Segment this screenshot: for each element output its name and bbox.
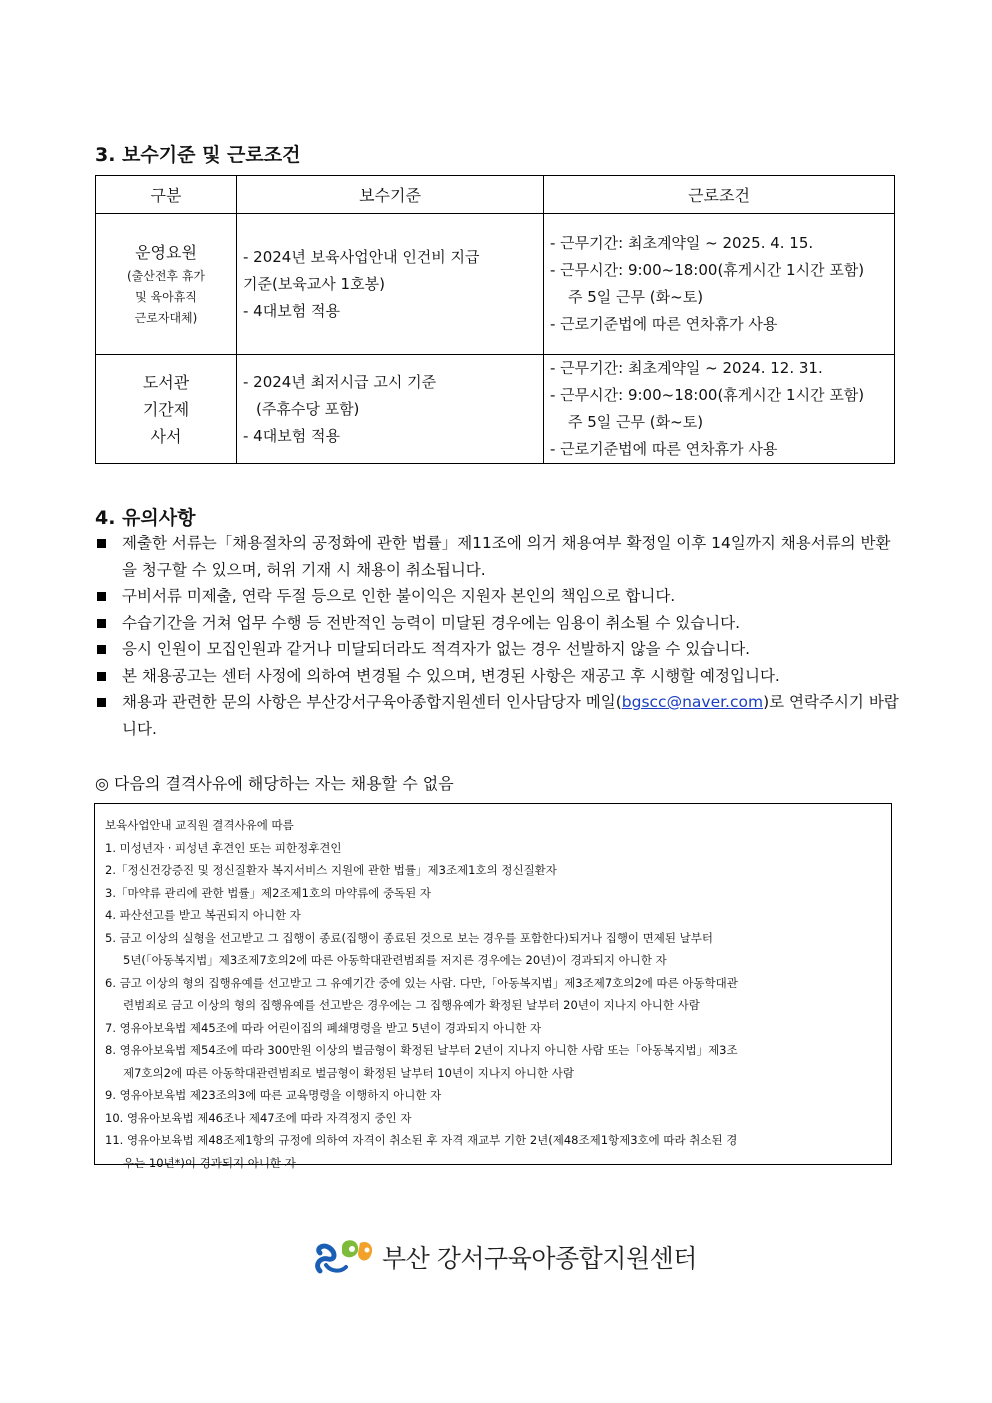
- square-bullet-icon: [97, 645, 106, 654]
- square-bullet-icon: [97, 592, 106, 601]
- contact-text-before: 채용과 관련한 문의 사항은 부산강서구육아종합지원센터 인사담당자 메일(: [122, 693, 622, 711]
- list-item: [95, 610, 899, 637]
- disq-line: 1. 미성년자 · 피성년 후견인 또는 피한정후견인: [105, 840, 342, 855]
- center-logo-icon: [312, 1235, 378, 1279]
- list-item: [105, 859, 881, 882]
- category-cell: [96, 214, 237, 355]
- condition-line: - 근로기준법에 따른 연차휴가 사용: [550, 315, 778, 333]
- conditions-cell: [544, 355, 895, 464]
- note-text: 응시 인원이 모집인원과 같거나 미달되더라도 적격자가 없는 경우 선발하지 않을 수 있습니다.: [122, 640, 751, 658]
- condition-line: 주 5일 근무 (화~토): [568, 413, 704, 431]
- square-bullet-icon: [97, 619, 106, 628]
- header-conditions: 근로조건: [544, 176, 895, 214]
- condition-line: 주 5일 근무 (화~토): [568, 288, 704, 306]
- note-text: 구비서류 미제출, 연락 두절 등으로 인한 불이익은 지원자 본인의 책임으로 합니다.: [122, 587, 676, 605]
- disq-line: 5. 금고 이상의 실형을 선고받고 그 집행이 종료(집행이 종료된 것으로 보는 경우를 포함한다)되거나 집행이 면제된 날부터: [105, 930, 714, 945]
- note-text: 제출한 서류는「채용절차의 공정화에 관한 법률」제11조에 의거 채용여부 확정일 이후 14일까지 채용서류의 반환을 청구할 수 있으며, 허위 기재 시 채용이 취소됩니다.: [122, 534, 891, 579]
- disq-line: 5년(「아동복지법」제3조제7호의2에 따른 아동학대관련범죄를 저지른 경우에는 20년)이 경과되지 아니한 자: [123, 953, 667, 967]
- list-item: [95, 689, 899, 742]
- pay-cell: [237, 355, 544, 464]
- list-item: [95, 663, 899, 690]
- list-item: [105, 1017, 881, 1040]
- list-item: [105, 1084, 881, 1107]
- pay-line: - 2024년 최저시급 고시 기준: [243, 372, 437, 391]
- disqualification-heading: ◎ 다음의 결격사유에 해당하는 자는 채용할 수 없음: [95, 774, 454, 793]
- disq-line: 우는 10년*)이 경과되지 아니한 자: [123, 1155, 296, 1170]
- square-bullet-icon: [97, 698, 106, 707]
- section4-heading: 4. 유의사항: [95, 507, 196, 529]
- disqualification-box: [94, 803, 892, 1170]
- contact-text-after: )로 연락주시기 바랍니다.: [122, 693, 899, 738]
- list-item: [95, 636, 899, 663]
- notes-list: [95, 530, 899, 742]
- pay-line: - 4대보험 적용: [243, 301, 340, 320]
- list-item: [105, 972, 881, 1017]
- category-sub: 및 육아휴직: [135, 290, 197, 304]
- disq-line: 11. 영유아보육법 제48조제1항의 규정에 의하여 자격이 취소된 후 자격 재교부 기한 2년(제48조제1항제3호에 따라 취소된 경: [105, 1133, 738, 1147]
- disq-line: 8. 영유아보육법 제54조에 따라 300만원 이상의 벌금형이 확정된 날부터 2년이 지나지 아니한 사람 또는「아동복지법」제3조: [105, 1043, 738, 1057]
- list-item: [105, 904, 881, 927]
- pay-line: - 4대보험 적용: [243, 426, 340, 445]
- disq-line: 4. 파산선고를 받고 복권되지 아니한 자: [105, 908, 301, 922]
- disq-line: 7. 영유아보육법 제45조에 따라 어린이집의 폐쇄명령을 받고 5년이 경과되지 아니한 자: [105, 1020, 542, 1035]
- pay-line: - 2024년 보육사업안내 인건비 지급: [243, 247, 480, 266]
- condition-line: - 근무시간: 9:00~18:00(휴게시간 1시간 포함): [550, 386, 865, 404]
- table-row: [96, 214, 895, 355]
- category-sub: (출산전후 휴가: [126, 269, 206, 283]
- section3-heading: 3. 보수기준 및 근로조건: [95, 144, 301, 166]
- list-item: [95, 530, 899, 583]
- disq-line: 2.「정신건강증진 및 정신질환자 복지서비스 지원에 관한 법률」제3조제1호의 정신질환자: [105, 863, 557, 877]
- square-bullet-icon: [97, 539, 106, 548]
- list-item: [105, 1107, 881, 1130]
- conditions-cell: [544, 214, 895, 355]
- condition-line: - 근무기간: 최초계약일 ~ 2024. 12. 31.: [550, 359, 823, 377]
- table-header-row: [96, 176, 895, 214]
- note-text: 수습기간을 거쳐 업무 수행 등 전반적인 능력이 미달된 경우에는 임용이 취소될 수 있습니다.: [122, 613, 741, 632]
- category-main: 사서: [150, 426, 182, 446]
- disq-line: 련범죄로 금고 이상의 형의 집행유예를 선고받은 경우에는 그 집행유예가 확정된 날부터 20년이 지나지 아니한 사람: [123, 998, 700, 1012]
- square-bullet-icon: [97, 672, 106, 681]
- condition-line: - 근로기준법에 따른 연차휴가 사용: [550, 440, 778, 458]
- disq-line: 3.「마약류 관리에 관한 법률」제2조제1호의 마약류에 중독된 자: [105, 885, 432, 900]
- contact-email-link[interactable]: bgscc@naver.com: [621, 693, 764, 711]
- footer-logo: [312, 1233, 697, 1281]
- footer-org-name: 부산 강서구육아종합지원센터: [382, 1244, 697, 1273]
- disqualification-intro: 보육사업안내 교직원 결격사유에 따름: [105, 818, 294, 832]
- table-row: [96, 355, 895, 464]
- list-item: [105, 837, 881, 860]
- category-main: 운영요원: [135, 243, 197, 262]
- condition-line: - 근무기간: 최초계약일 ~ 2025. 4. 15.: [550, 234, 814, 252]
- list-item: [105, 882, 881, 905]
- pay-line: 기준(보육교사 1호봉): [243, 274, 385, 293]
- list-item: [95, 583, 899, 610]
- disq-line: 9. 영유아보육법 제23조의3에 따른 교육명령을 이행하지 아니한 자: [105, 1088, 442, 1102]
- category-cell: [96, 355, 237, 464]
- category-main: 도서관: [142, 372, 190, 392]
- note-text: 본 채용공고는 센터 사정에 의하여 변경될 수 있으며, 변경된 사항은 재공고 후 시행할 예정입니다.: [122, 666, 780, 685]
- category-sub: 근로자대체): [134, 311, 198, 325]
- header-pay: 보수기준: [237, 176, 544, 214]
- pay-line: (주휴수당 포함): [256, 399, 360, 418]
- list-item: [105, 1039, 881, 1084]
- condition-line: - 근무시간: 9:00~18:00(휴게시간 1시간 포함): [550, 261, 865, 279]
- list-item: [105, 927, 881, 972]
- disq-line: 제7호의2에 따른 아동학대관련범죄로 벌금형이 확정된 날부터 10년이 지나지 아니한 사람: [123, 1065, 574, 1080]
- category-main: 기간제: [142, 399, 190, 419]
- pay-cell: [237, 214, 544, 355]
- disq-line: 10. 영유아보육법 제46조나 제47조에 따라 자격정지 중인 자: [105, 1110, 412, 1125]
- list-item: [105, 1129, 881, 1174]
- header-category: 구분: [96, 176, 237, 214]
- disq-line: 6. 금고 이상의 형의 집행유예를 선고받고 그 유예기간 중에 있는 사람. 다만,「아동복지법」제3조제7호의2에 따른 아동학대관: [105, 975, 738, 990]
- compensation-table: [95, 175, 895, 464]
